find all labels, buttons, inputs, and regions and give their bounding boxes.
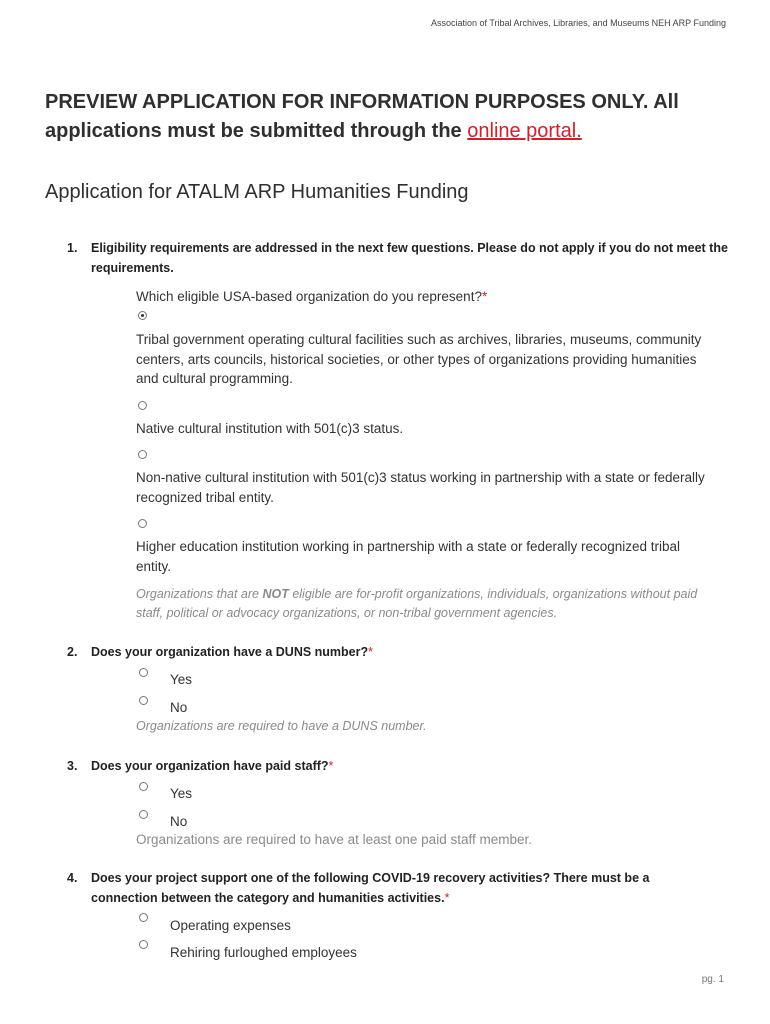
page-number: pg. 1 (701, 974, 724, 985)
question-3-number: 3. (67, 759, 78, 773)
preview-notice (45, 88, 735, 146)
preview-notice-text: PREVIEW APPLICATION FOR INFORMATION PURPOSES ONLY. All applications must be submitted through the (45, 91, 679, 142)
note-prefix: Organizations that are (136, 587, 263, 601)
question-4-text (91, 868, 711, 908)
radio-operating-expenses[interactable] (139, 913, 148, 922)
radio-duns-yes[interactable] (139, 668, 148, 677)
option-native-institution: Native cultural institution with 501(c)3 status. (136, 421, 404, 436)
radio-rehiring-employees[interactable] (139, 940, 148, 949)
option-tribal-government: Tribal government operating cultural facilities such as archives, libraries, museums, community centers, arts councils, historical societies, or other types of organizations providing humanities and cultural programming. (136, 332, 702, 386)
radio-non-native-institution[interactable] (138, 450, 147, 459)
option-duns-no: No (170, 700, 188, 715)
radio-higher-education[interactable] (138, 519, 147, 528)
required-star: * (368, 645, 374, 659)
question-1-number: 1. (67, 241, 78, 255)
option-rehiring-employees: Rehiring furloughed employees (170, 945, 357, 960)
radio-tribal-government[interactable] (138, 311, 147, 320)
note-suffix: eligible are for-profit organizations, individuals, organizations without paid staff, political or advocacy organizations, or non-tribal government agencies. (136, 587, 698, 620)
question-2-text (91, 642, 741, 662)
option-staff-no: No (170, 814, 188, 829)
question-3-text-label: Does your organization have paid staff? (91, 759, 329, 773)
question-2-note: Organizations are required to have a DUNS number. (136, 719, 427, 733)
question-4-text-label: Does your project support one of the following COVID-19 recovery activities? There must be a connection between the category and humanities activities. (91, 871, 650, 905)
question-1-sub-label-text: Which eligible USA-based organization do you represent? (136, 289, 482, 304)
option-non-native-institution: Non-native cultural institution with 501(c)3 status working in partnership with a state or federally recognized tribal entity. (136, 470, 705, 505)
online-portal-link[interactable]: online portal. (467, 120, 582, 142)
required-star: * (328, 759, 334, 773)
option-higher-education: Higher education institution working in partnership with a state or federally recognized tribal entity. (136, 539, 681, 574)
application-title: Application for ATALM ARP Humanities Funding (45, 181, 469, 203)
option-operating-expenses: Operating expenses (170, 918, 291, 933)
running-header: Association of Tribal Archives, Libraries, and Museums NEH ARP Funding (431, 18, 726, 28)
radio-duns-no[interactable] (139, 696, 148, 705)
question-1-eligibility-note (136, 585, 726, 623)
required-star: * (481, 289, 488, 304)
question-1-text: Eligibility requirements are addressed in the next few questions. Please do not apply if you do not meet the requirements. (91, 241, 728, 275)
question-1-sub-label (136, 289, 487, 304)
option-duns-yes: Yes (170, 672, 193, 687)
question-3-text (91, 756, 741, 776)
question-2-text-label: Does your organization have a DUNS number? (91, 645, 369, 659)
required-star: * (444, 891, 450, 905)
question-4-number: 4. (67, 871, 78, 885)
question-3-note: Organizations are required to have at least one paid staff member. (136, 832, 532, 847)
radio-staff-no[interactable] (139, 810, 148, 819)
radio-staff-yes[interactable] (139, 782, 148, 791)
note-emphasis: NOT (262, 587, 289, 601)
question-2-number: 2. (67, 645, 78, 659)
option-staff-yes: Yes (170, 786, 193, 801)
radio-native-institution[interactable] (138, 401, 147, 410)
